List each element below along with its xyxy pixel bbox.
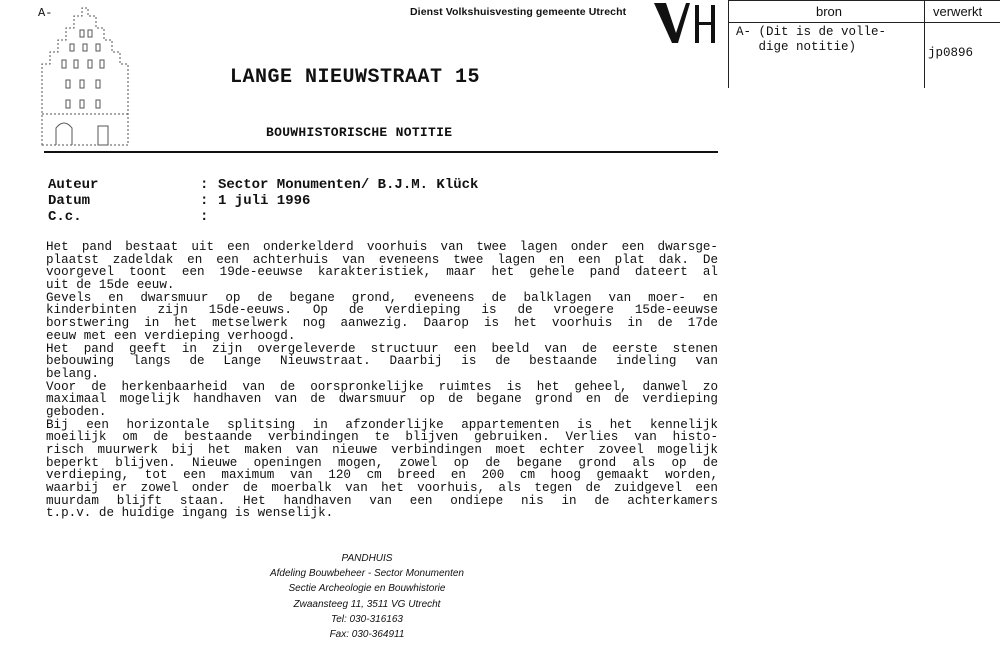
footer-line: Tel: 030-316163 xyxy=(331,613,403,625)
meta-value-auteur: Sector Monumenten/ B.J.M. Klück xyxy=(218,177,479,193)
body-line: eeuw met een verdieping verhoogd. xyxy=(46,328,296,343)
body-line: Voor de herkenbaarheid van de oorspronkelijke ruimtes is het geheel, danwel zo xyxy=(46,379,718,394)
table-border-middle xyxy=(924,0,925,88)
body-line: Gevels en dwarsmuur op de begane grond, eveneens de balklagen van moer- en xyxy=(46,290,718,305)
column-header-verwerkt: verwerkt xyxy=(933,4,983,19)
meta-separator: : xyxy=(200,193,209,209)
footer-line: Afdeling Bouwbeheer - Sector Monumenten xyxy=(269,568,464,580)
body-text xyxy=(46,241,718,520)
footer-line: PANDHUIS xyxy=(341,553,393,564)
body-line: Het pand geeft in zijn overgeleverde structuur een beeld van de eerste stenen xyxy=(46,341,718,356)
body-line: verdieping, tot een maximum van 120 cm breed en 200 cm hoog gemaakt worden, xyxy=(46,468,718,483)
table-border-left xyxy=(728,0,729,88)
body-line: uit de 15de eeuw. xyxy=(46,278,175,293)
table-border-top xyxy=(728,0,1000,1)
footer-address xyxy=(240,551,494,642)
header-divider xyxy=(44,151,718,153)
body-line: Het pand bestaat uit een onderkelderd voorhuis van twee lagen onder een dwarsge- xyxy=(46,240,718,254)
body-line: belang. xyxy=(46,366,99,381)
body-line: kinderbinten zijn 15de-eeuws. Op de verdieping is de vroegere 15de-eeuwse xyxy=(46,303,718,318)
meta-separator: : xyxy=(200,177,209,193)
footer-line: Fax: 030-364911 xyxy=(329,629,405,641)
body-line: voorgevel toont een 19de-eeuwse karakteristiek, maar het gehele pand dateert al xyxy=(46,265,718,280)
cell-verwerkt-value: jp0896 xyxy=(928,46,974,60)
source-table xyxy=(728,0,1000,88)
vh-logo-text: VH xyxy=(654,1,656,2)
table-header-divider xyxy=(728,22,1000,23)
body-line: waarbij er zowel onder de moerbalk van het voorhuis, als tegen de zuidgevel een xyxy=(46,481,718,496)
canal-house-logo-icon xyxy=(40,4,130,146)
body-line: borstwering in het metselwerk nog aanwezig. Daarop is het voorhuis in de 17de xyxy=(46,316,718,331)
meta-label-datum: Datum xyxy=(48,193,91,209)
body-line: geboden. xyxy=(46,404,107,419)
cell-bron-value: A- (Dit is de volle- dige notitie) xyxy=(736,25,887,54)
body-line: bebouwing langs de Lange Nieuwstraat. Daarbij is de bestaande indeling van xyxy=(46,354,718,369)
meta-label-auteur: Auteur xyxy=(48,177,99,193)
body-line: t.p.v. de huidige ingang is wenselijk. xyxy=(46,506,334,521)
document-subtitle: BOUWHISTORISCHE NOTITIE xyxy=(266,125,453,140)
page-title: LANGE NIEUWSTRAAT 15 xyxy=(230,66,481,89)
footer-line: Sectie Archeologie en Bouwhistorie xyxy=(288,583,446,595)
body-line: Bij een horizontale splitsing in afzonderlijke appartementen is het kennelijk xyxy=(46,417,718,432)
organization-name: Dienst Volkshuisvesting gemeente Utrecht xyxy=(410,6,627,18)
body-line: risch muurwerk bij het maken van nieuwe verbindingen moet echter zoveel mogelijk xyxy=(46,443,718,457)
meta-separator: : xyxy=(200,209,209,225)
body-line: muurdam blijft staan. Het handhaven van een ondiepe nis in de achterkamers xyxy=(46,493,718,508)
body-line: moeilijk om de bestaande verbindingen te blijven gebruiken. Verlies van histo- xyxy=(46,430,718,445)
vh-logo-icon xyxy=(654,1,718,45)
meta-value-datum: 1 juli 1996 xyxy=(218,193,311,209)
body-line: beperkt blijven. Nieuwe openingen mogen, zowel op de begane grond als op de xyxy=(46,455,718,470)
body-line: plaatst zadeldak en een achterhuis van eveneens twee lagen en een plat dak. De xyxy=(46,252,718,267)
meta-label-cc: C.c. xyxy=(48,209,82,225)
body-line: maximaal mogelijk handhaven van de dwarsmuur op de begane grond en de verdieping xyxy=(46,392,718,407)
footer-line: Zwaansteeg 11, 3511 VG Utrecht xyxy=(293,598,441,610)
corner-mark: A- xyxy=(38,6,53,20)
column-header-bron: bron xyxy=(816,4,843,19)
